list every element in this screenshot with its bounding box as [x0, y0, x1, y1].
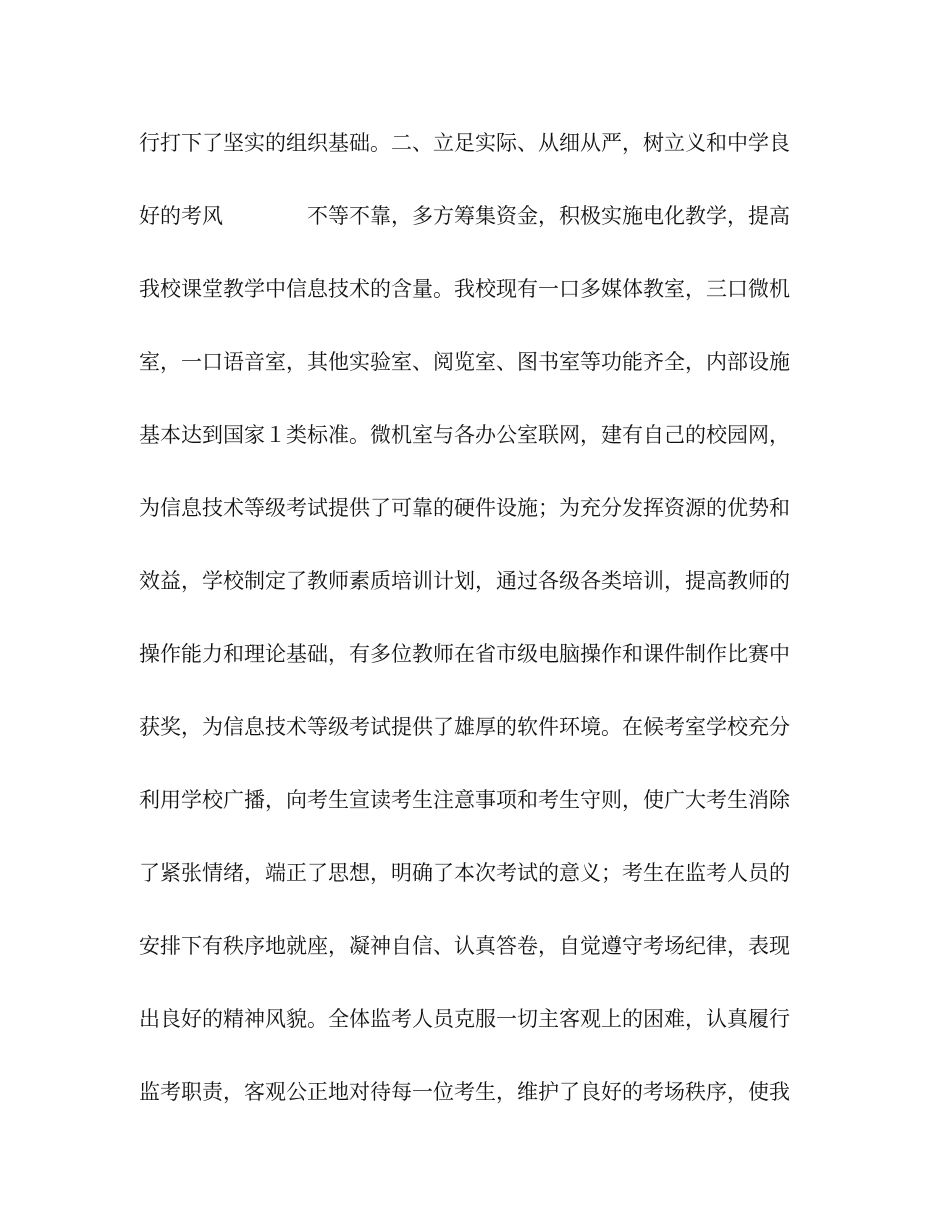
text-line: 监考职责，客观公正地对待每一位考生，维护了良好的考场秩序，使我	[139, 1080, 790, 1104]
text-line: 基本达到国家１类标准。微机室与各办公室联网，建有自己的校园网，	[139, 423, 790, 447]
text-line: 效益，学校制定了教师素质培训计划，通过各级各类培训，提高教师的	[139, 569, 790, 593]
text-line-part: 好的考风	[139, 204, 223, 228]
text-line: 获奖，为信息技术等级考试提供了雄厚的软件环境。在候考室学校充分	[139, 715, 790, 739]
text-line: 安排下有秩序地就座，凝神自信、认真答卷，自觉遵守考场纪律，表现	[139, 934, 790, 958]
text-line	[139, 199, 819, 233]
text-line: 我校课堂教学中信息技术的含量。我校现有一口多媒体教室，三口微机	[139, 277, 790, 301]
text-line: 利用学校广播，向考生宣读考生注意事项和考生守则，使广大考生消除	[139, 788, 790, 812]
text-line: 操作能力和理论基础，有多位教师在省市级电脑操作和课件制作比赛中	[139, 642, 790, 666]
text-line: 为信息技术等级考试提供了可靠的硬件设施；为充分发挥资源的优势和	[139, 496, 790, 520]
text-line: 行打下了坚实的组织基础。二、立足实际、从细从严，树立义和中学良	[139, 131, 790, 155]
text-line-part: 不等不靠，多方筹集资金，积极实施电化教学，提高	[307, 204, 790, 228]
text-line: 室，一口语音室，其他实验室、阅览室、图书室等功能齐全，内部设施	[139, 350, 790, 374]
text-line: 了紧张情绪，端正了思想，明确了本次考试的意义；考生在监考人员的	[139, 861, 790, 885]
text-line: 出良好的精神风貌。全体监考人员克服一切主客观上的困难，认真履行	[139, 1007, 790, 1031]
